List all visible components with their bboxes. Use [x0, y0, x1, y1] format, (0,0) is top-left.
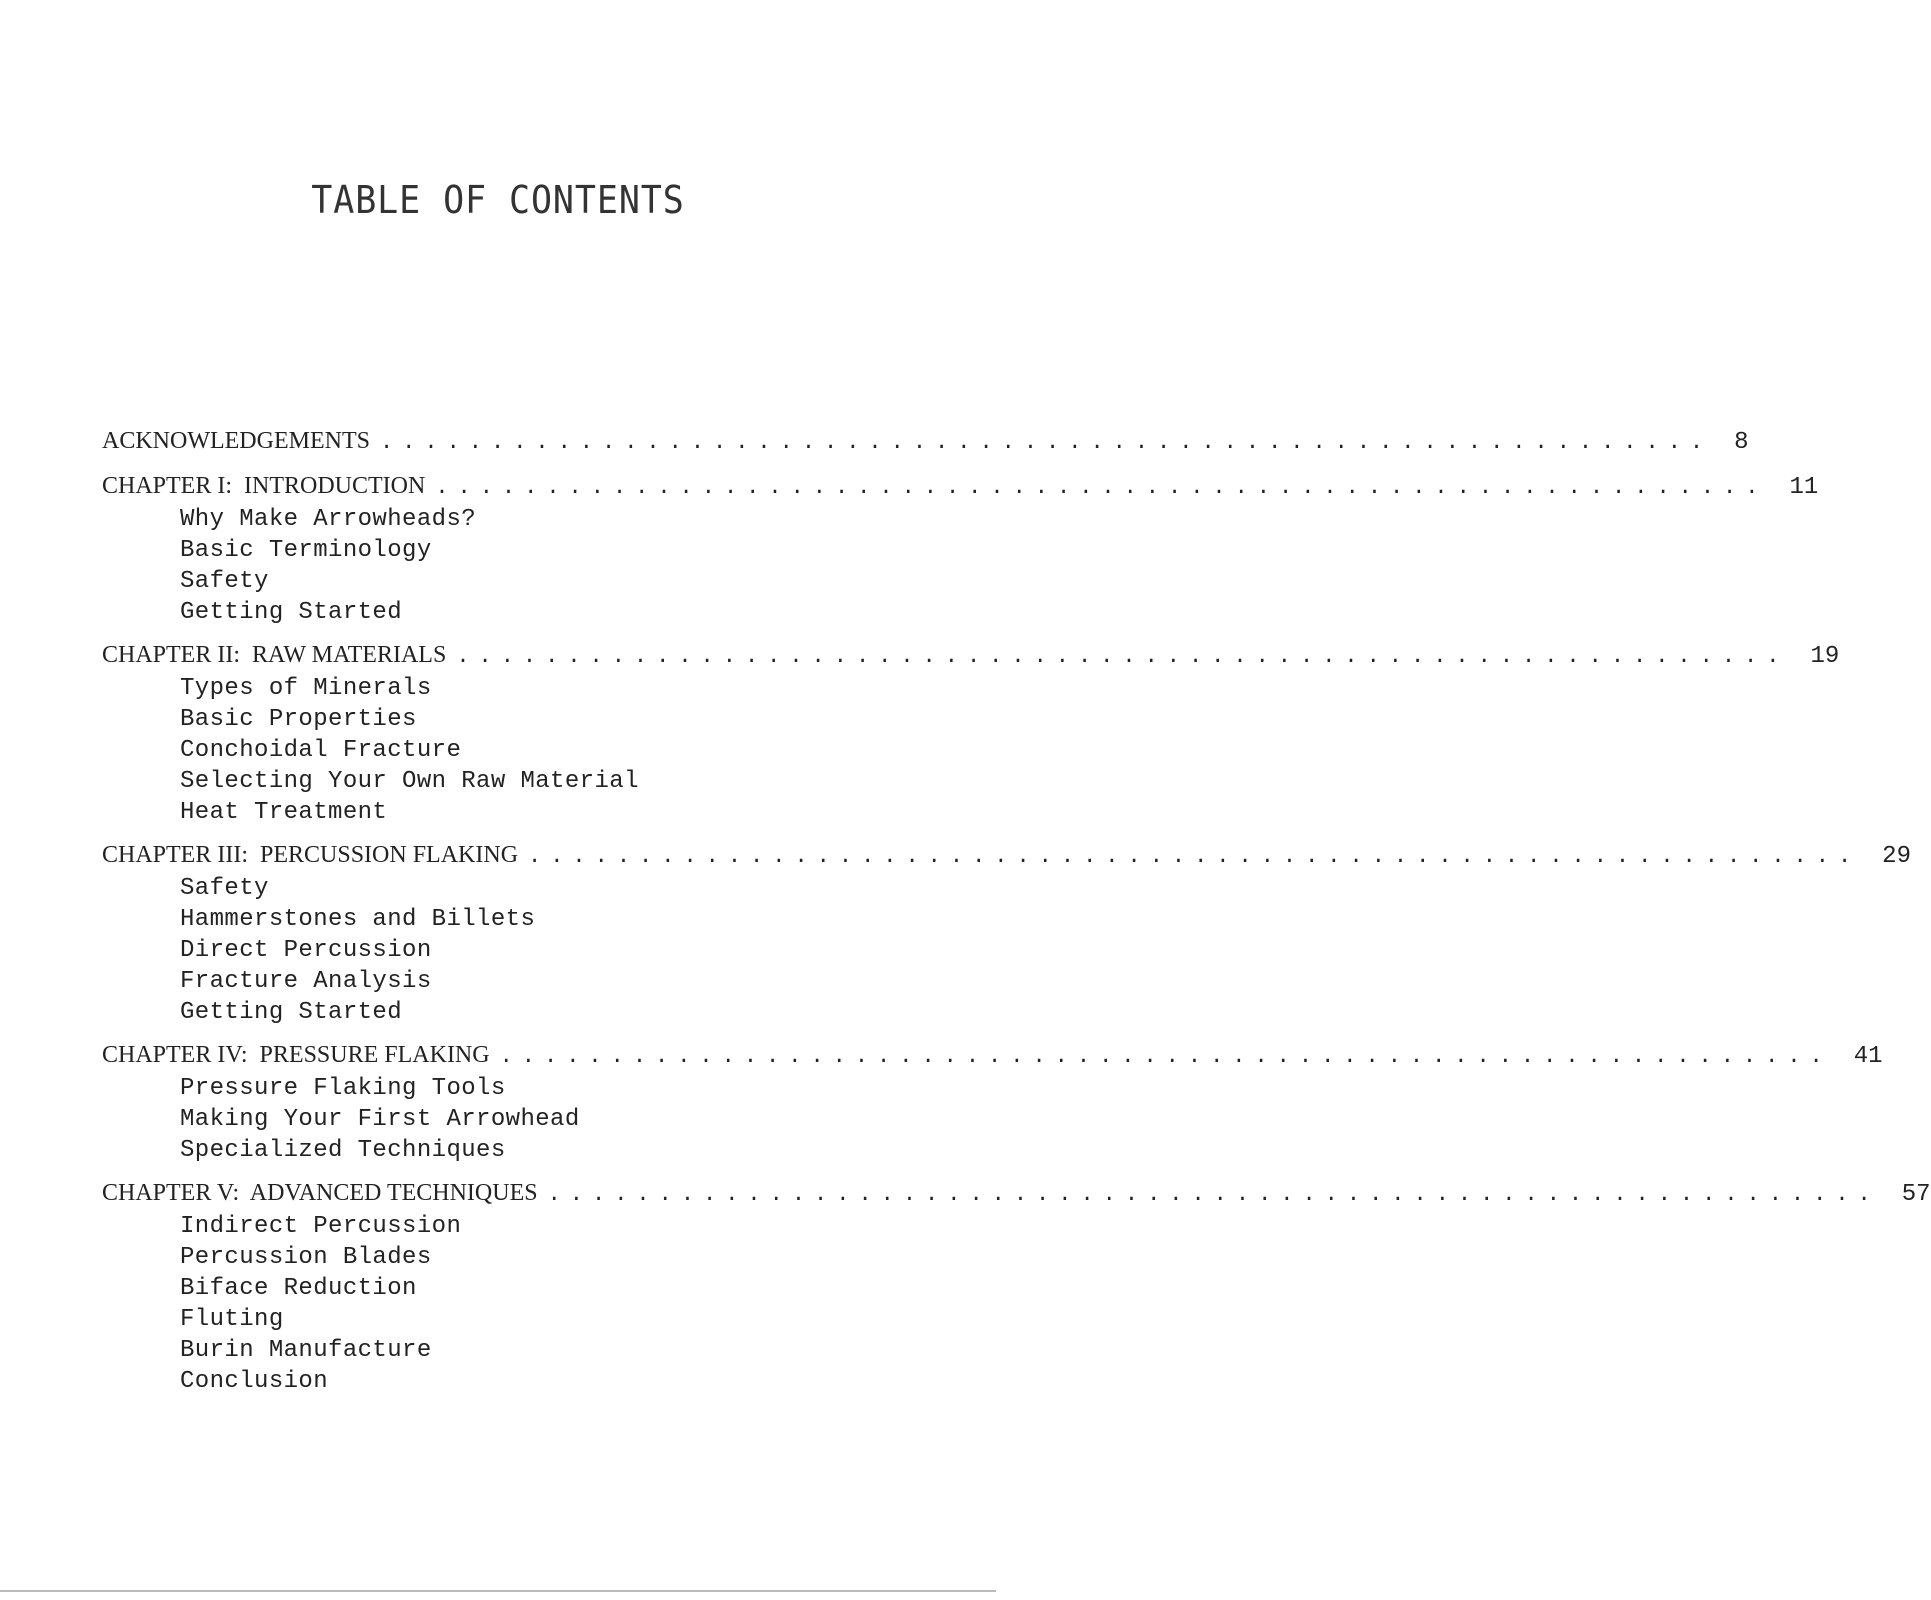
toc-heading-label: ACKNOWLEDGEMENTS [102, 428, 370, 454]
toc-entry [102, 473, 1819, 628]
toc-subheading: Direct Percussion [180, 937, 432, 964]
toc-page-number: 19 [1810, 643, 1840, 670]
page-bottom-rule [0, 1590, 996, 1592]
toc-subheading: Conchoidal Fracture [180, 737, 462, 764]
dot-leader: ............................................................ [379, 430, 1713, 455]
toc-subheading: Basic Properties [180, 706, 417, 733]
toc-subheading: Selecting Your Own Raw Material [180, 768, 639, 795]
toc-page-number: 57 [1901, 1181, 1931, 1208]
toc-subheading: Specialized Techniques [180, 1137, 506, 1164]
toc-heading-label: CHAPTER IV: PRESSURE FLAKING [102, 1042, 490, 1068]
toc-heading-row [102, 1042, 1883, 1073]
dot-leader: ............................................................ [456, 644, 1789, 669]
toc-entry [102, 1180, 1931, 1397]
toc-subheading: Making Your First Arrowhead [180, 1106, 580, 1133]
dot-leader: ............................................................ [435, 475, 1768, 500]
toc-page-number: 41 [1853, 1043, 1883, 1070]
toc-subheading: Heat Treatment [180, 799, 388, 826]
toc-heading-row [102, 842, 1911, 873]
dot-leader: ............................................................ [547, 1182, 1880, 1207]
toc-heading-row [102, 473, 1819, 504]
table-of-contents [102, 428, 1931, 1411]
toc-heading-label: CHAPTER V: ADVANCED TECHNIQUES [102, 1180, 538, 1206]
toc-subheading: Why Make Arrowheads? [180, 506, 477, 533]
toc-heading-label: CHAPTER II: RAW MATERIALS [102, 642, 447, 668]
dot-leader: ............................................................ [499, 1044, 1832, 1069]
toc-heading-label: CHAPTER III: PERCUSSION FLAKING [102, 842, 519, 868]
toc-entry [102, 428, 1749, 459]
toc-subheading: Percussion Blades [180, 1244, 432, 1271]
dot-leader: ............................................................ [528, 844, 1861, 869]
toc-subheading: Conclusion [180, 1368, 329, 1395]
toc-page-number: 8 [1734, 429, 1749, 456]
toc-subheading: Getting Started [180, 599, 403, 626]
toc-heading-row [102, 428, 1749, 459]
toc-subheading: Safety [180, 875, 269, 902]
toc-subheading: Biface Reduction [180, 1275, 417, 1302]
toc-entry [102, 642, 1840, 828]
toc-subheading: Types of Minerals [180, 675, 432, 702]
toc-subheading: Hammerstones and Billets [180, 906, 536, 933]
toc-subheading: Basic Terminology [180, 537, 432, 564]
toc-entry [102, 1042, 1883, 1166]
toc-subheading: Indirect Percussion [180, 1213, 462, 1240]
toc-subheading: Pressure Flaking Tools [180, 1075, 506, 1102]
toc-page-number: 29 [1882, 843, 1911, 870]
toc-entry [102, 842, 1911, 1028]
toc-heading-label: CHAPTER I: INTRODUCTION [102, 473, 426, 499]
toc-heading-row [102, 642, 1840, 673]
toc-subheading: Safety [180, 568, 269, 595]
toc-heading-row [102, 1180, 1931, 1211]
toc-subheading: Fracture Analysis [180, 968, 432, 995]
toc-page-number: 11 [1789, 474, 1819, 501]
toc-subheading: Fluting [180, 1306, 284, 1333]
toc-subheading: Burin Manufacture [180, 1337, 432, 1364]
toc-subheading: Getting Started [180, 999, 403, 1026]
page-title: TABLE OF CONTENTS [311, 178, 685, 222]
